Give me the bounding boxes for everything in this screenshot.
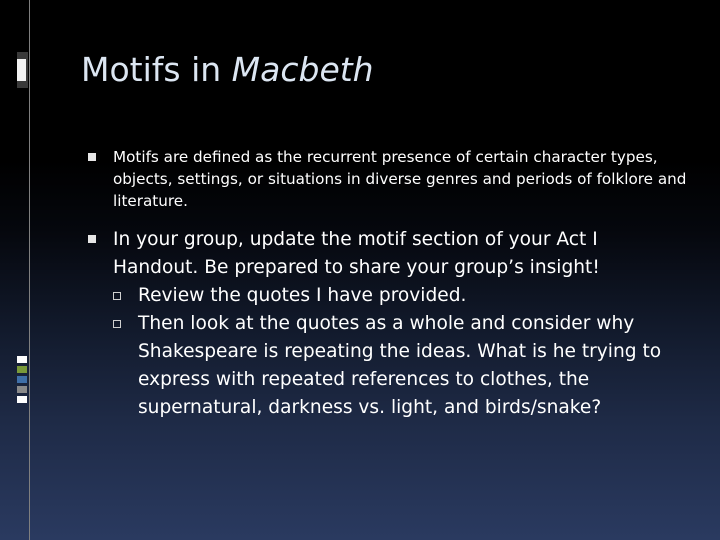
sub-bullet-text: Review the quotes I have provided. [138,285,467,306]
sub-bullet-item [113,310,688,422]
left-divider-line [29,0,30,540]
bullet-list [88,146,688,422]
title-plain: Motifs in [81,50,232,89]
bullet-item [88,226,688,282]
bullet-text: In your group, update the motif section of your Act I Handout. Be prepared to share your group’s insight! [113,229,600,278]
bullet-item [88,146,688,212]
title-italic: Macbeth [231,50,374,89]
bullet-text: Motifs are defined as the recurrent presence of certain character types, objects, settings, or situations in diverse genres and periods of folklore and literature. [113,148,687,210]
accent-square-1 [17,356,27,363]
square-bullet-icon [88,153,96,161]
sub-bullet-text: Then look at the quotes as a whole and consider why Shakespeare is repeating the ideas. What is he trying to express with repeated references to clothes, the supernatural, darkness vs. light, and birds/snake? [138,313,662,418]
accent-square-5 [17,396,27,403]
square-bullet-icon [88,235,96,243]
accent-square-4 [17,386,27,393]
slide-title [81,44,681,96]
accent-square-2 [17,366,27,373]
hollow-square-bullet-icon [113,292,121,300]
title-accent-highlight [17,59,26,81]
hollow-square-bullet-icon [113,320,121,328]
sub-bullet-item [113,282,688,310]
accent-square-3 [17,376,27,383]
